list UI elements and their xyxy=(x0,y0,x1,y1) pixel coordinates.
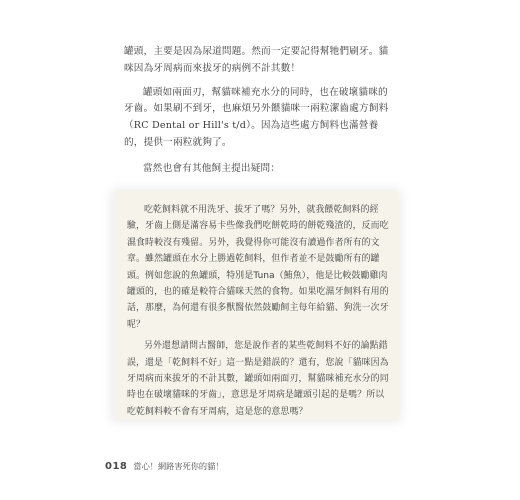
body-paragraph-1: 罐頭，主要是因為尿道問題。然而一定要記得幫牠們刷牙。貓咪因為牙周病而來拔牙的病例不計其數！ xyxy=(124,46,389,74)
quote-paragraph-1: 吃乾飼料就不用洗牙、拔牙了嗎？另外，就我餵乾飼料的經驗，牙齒上側是滿容易卡些像我們吃餅乾時的餅乾殘渣的，反而吃濕食時較沒有殘留。另外，我覺得你可能沒有讀過作者所有的文章。雖然罐頭在水分上勝過乾飼料，但作者並不是鼓勵所有的罐頭。例如您說的魚罐頭，特別是Tuna（鮪魚），他是比較鼓勵雞肉罐頭的，也的確是較符合貓咪天然的食物。如果吃濕牙飼料有用的話，那麼，為何還有很多獸醫依然鼓勵飼主每年給貓、狗洗一次牙呢？ xyxy=(127,205,389,330)
reader-question-quote xyxy=(127,202,389,425)
body-paragraph-2: 罐頭如兩面刃，幫貓咪補充水分的同時，也在破壞貓咪的牙齒。如果刷不到牙，也麻煩另外餵貓咪一兩粒潔齒處方飼料（RC Dental or Hill's t/d）。因為這些處方飼料也滿營養的，提供一兩粒就夠了。 xyxy=(124,86,389,148)
body-paragraph-3: 當然也會有其他飼主提出疑問： xyxy=(143,162,281,174)
running-book-title: 當心！網路害死你的貓！ xyxy=(133,461,224,471)
main-body-text xyxy=(124,44,396,185)
quote-paragraph-2: 另外還想請問古醫師，您是說作者的某些乾飼料不好的論點錯誤，還是「乾飼料不好」這一點是錯誤的？還有，您說「貓咪因為牙周病而來拔牙的不計其數，罐頭如兩面刃，幫貓咪補充水分的同時也在破壞貓咪的牙齒」，意思是牙周病是罐頭引起的是嗎？所以吃乾飼料較不會有牙周病，這是您的意思嗎？ xyxy=(127,341,389,417)
page-number: 018 xyxy=(105,461,128,472)
page-footer xyxy=(105,461,223,472)
